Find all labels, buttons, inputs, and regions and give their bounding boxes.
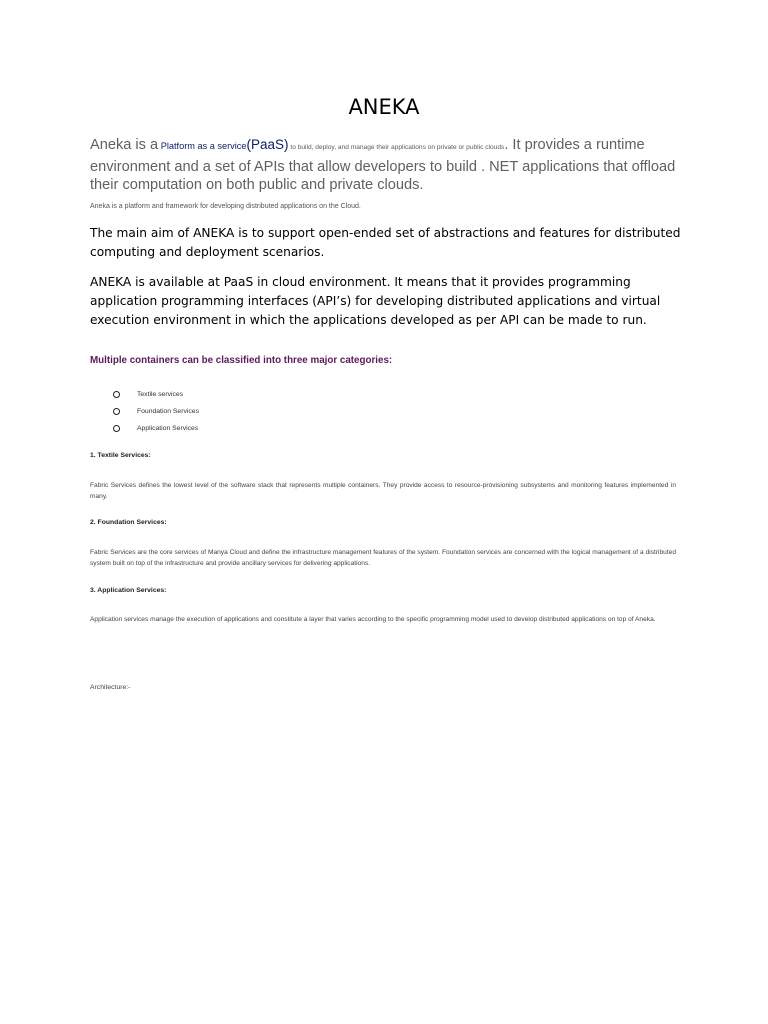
list-item-label: Application Services [137,425,199,432]
section-heading-textile: 1. Textile Services: [90,452,151,459]
architecture-label: Architecture:- [90,684,131,691]
list-item [113,386,199,403]
bullet-circle-icon [113,425,120,432]
page-title: ANEKA [348,95,420,119]
list-item [113,420,199,437]
list-item-label: Textile services [137,391,184,398]
intro-part-2: a [150,137,159,153]
intro-part-4: (PaaS) [246,137,289,152]
section-body-application: Application services manage the execution of applications and constitute a layer that varies according to the specific programming model used to develop distributed applications on top of Aneka. [90,616,656,623]
intro-part-3: Platform as a service [158,141,247,151]
intro-note: Aneka is a platform and framework for developing distributed applications on the Cloud. [90,203,361,210]
intro-part-1: Aneka is [90,137,151,153]
list-item-label: Foundation Services [137,408,199,415]
intro-part-5: to build, deploy, and manage their applications on private or public clouds [288,144,505,151]
intro-part-6: . It provides a runtime environment and a set of APIs that allow developers to build . NET applications that offload their computation on both public and private clouds. [90,137,676,193]
section-heading-application: 3. Application Services: [90,587,167,594]
section-body-foundation: Fabric Services are the core services of Manya Cloud and define the infrastructure management features of the system. Foundation services are concerned with the logical management of a distributed system built on top of the infrastructure and provide ancillary services for delivering applications. [90,549,676,567]
categories-list [113,386,199,437]
categories-heading: Multiple containers can be classified into three major categories: [90,355,393,366]
main-aim-paragraph: The main aim of ANEKA is to support open-ended set of abstractions and features for distributed computing and deployment scenarios. [90,226,681,259]
bullet-circle-icon [113,408,120,415]
section-heading-foundation: 2. Foundation Services: [90,519,167,526]
availability-paragraph: ANEKA is available at PaaS in cloud environment. It means that it provides programming application programming interfaces (API’s) for developing distributed applications and virtual execution environment in which the applications developed as per API can be made to run. [90,275,661,327]
section-body-textile: Fabric Services defines the lowest level of the software stack that represents multiple containers. They provide access to resource-provisioning subsystems and monitoring features implemented in many. [90,482,676,500]
intro-paragraph [90,136,690,195]
list-item [113,403,199,420]
bullet-circle-icon [113,391,120,398]
